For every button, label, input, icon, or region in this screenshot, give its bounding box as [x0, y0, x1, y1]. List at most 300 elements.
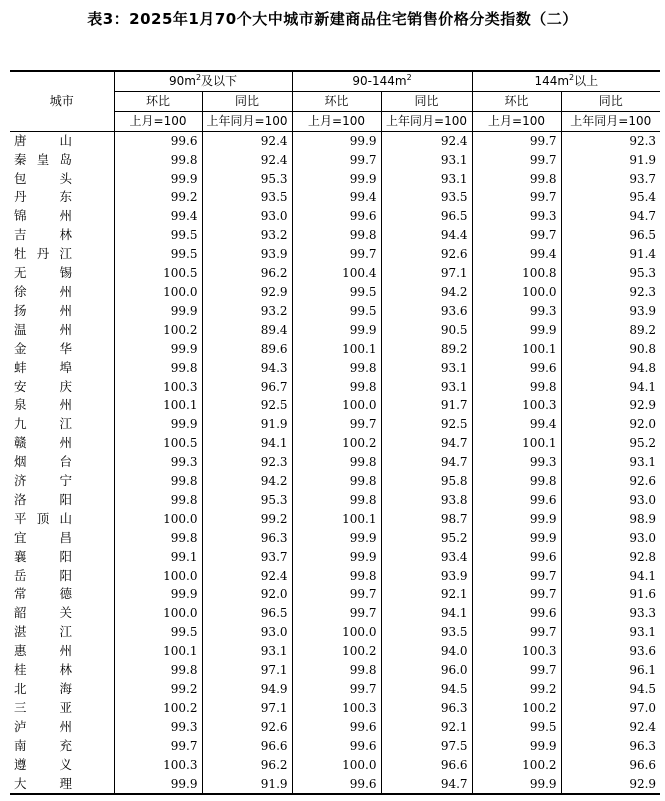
mom-value: 100.4 — [292, 264, 381, 283]
yoy-value: 95.8 — [381, 472, 472, 491]
mom-value: 99.3 — [472, 302, 561, 321]
yoy-header: 同比 — [561, 91, 660, 111]
yoy-base-header: 上年同月=100 — [202, 111, 292, 131]
yoy-value: 95.2 — [561, 434, 660, 453]
mom-value: 99.8 — [292, 661, 381, 680]
table-row — [10, 151, 660, 170]
mom-value: 100.0 — [114, 604, 202, 623]
yoy-value: 92.0 — [561, 415, 660, 434]
yoy-value: 92.4 — [381, 131, 472, 150]
mom-value: 99.4 — [114, 207, 202, 226]
yoy-value: 93.5 — [381, 188, 472, 207]
city-label: 济 宁 — [14, 473, 72, 489]
city-label: 扬 州 — [14, 302, 72, 318]
mom-value: 100.0 — [114, 567, 202, 586]
mom-value: 99.9 — [114, 302, 202, 321]
yoy-value: 89.4 — [202, 321, 292, 340]
mom-value: 99.9 — [472, 510, 561, 529]
city-name — [10, 585, 114, 604]
city-label: 无 锡 — [14, 265, 72, 281]
city-label: 泉 州 — [14, 397, 72, 413]
table-row — [10, 321, 660, 340]
yoy-value: 89.6 — [202, 340, 292, 359]
mom-value: 99.7 — [472, 567, 561, 586]
city-name — [10, 396, 114, 415]
mom-value: 100.1 — [472, 340, 561, 359]
mom-value: 99.9 — [472, 529, 561, 548]
yoy-value: 92.8 — [561, 548, 660, 567]
yoy-value: 97.1 — [202, 661, 292, 680]
yoy-value: 93.9 — [202, 245, 292, 264]
yoy-value: 96.3 — [381, 699, 472, 718]
city-name — [10, 623, 114, 642]
mom-value: 100.5 — [114, 434, 202, 453]
table-row — [10, 170, 660, 189]
city-name — [10, 359, 114, 378]
yoy-value: 93.6 — [561, 642, 660, 661]
mom-value: 100.2 — [114, 321, 202, 340]
yoy-base-header: 上年同月=100 — [561, 111, 660, 131]
city-label: 岳 阳 — [14, 567, 72, 583]
mom-value: 100.1 — [292, 510, 381, 529]
mom-value: 99.3 — [114, 453, 202, 472]
mom-value: 99.4 — [472, 245, 561, 264]
yoy-value: 94.7 — [381, 453, 472, 472]
yoy-value: 96.1 — [561, 661, 660, 680]
table-row — [10, 188, 660, 207]
table-row — [10, 491, 660, 510]
table-row — [10, 680, 660, 699]
mom-value: 99.5 — [114, 245, 202, 264]
yoy-value: 89.2 — [381, 340, 472, 359]
yoy-value: 92.3 — [202, 453, 292, 472]
city-label: 丹 东 — [14, 189, 72, 205]
mom-value: 99.7 — [472, 623, 561, 642]
city-label: 牡 丹 江 — [14, 246, 72, 262]
yoy-value: 91.9 — [202, 775, 292, 795]
mom-value: 99.4 — [472, 415, 561, 434]
table-row — [10, 302, 660, 321]
mom-value: 99.1 — [114, 548, 202, 567]
yoy-header: 同比 — [202, 91, 292, 111]
city-label: 蚌 埠 — [14, 359, 72, 375]
city-name — [10, 491, 114, 510]
mom-base-header: 上月=100 — [114, 111, 202, 131]
yoy-value: 93.1 — [381, 151, 472, 170]
mom-value: 100.2 — [472, 699, 561, 718]
yoy-value: 93.1 — [381, 378, 472, 397]
mom-value: 99.3 — [472, 207, 561, 226]
yoy-value: 93.0 — [561, 529, 660, 548]
table-row — [10, 699, 660, 718]
mom-value: 100.2 — [114, 699, 202, 718]
table-header — [10, 71, 660, 131]
yoy-value: 95.2 — [381, 529, 472, 548]
yoy-value: 96.0 — [381, 661, 472, 680]
yoy-value: 96.2 — [202, 756, 292, 775]
mom-value: 99.7 — [292, 415, 381, 434]
yoy-value: 96.3 — [561, 737, 660, 756]
mom-value: 99.8 — [292, 378, 381, 397]
mom-value: 99.5 — [292, 283, 381, 302]
yoy-value: 95.3 — [561, 264, 660, 283]
city-name — [10, 188, 114, 207]
yoy-value: 92.0 — [202, 585, 292, 604]
yoy-value: 92.5 — [381, 415, 472, 434]
mom-value: 99.2 — [114, 188, 202, 207]
mom-value: 99.7 — [292, 604, 381, 623]
mom-value: 99.2 — [114, 680, 202, 699]
table-row — [10, 737, 660, 756]
yoy-value: 96.2 — [202, 264, 292, 283]
yoy-value: 89.2 — [561, 321, 660, 340]
mom-value: 99.8 — [114, 472, 202, 491]
yoy-value: 92.4 — [202, 131, 292, 150]
yoy-value: 98.7 — [381, 510, 472, 529]
yoy-value: 96.3 — [202, 529, 292, 548]
city-label: 烟 台 — [14, 454, 72, 470]
mom-value: 100.2 — [292, 642, 381, 661]
table-row — [10, 378, 660, 397]
yoy-value: 91.7 — [381, 396, 472, 415]
table-row — [10, 340, 660, 359]
yoy-value: 98.9 — [561, 510, 660, 529]
mom-value: 99.8 — [114, 529, 202, 548]
city-name — [10, 170, 114, 189]
mom-value: 99.6 — [472, 604, 561, 623]
city-label: 北 海 — [14, 681, 72, 696]
mom-value: 100.3 — [472, 642, 561, 661]
yoy-value: 92.4 — [561, 718, 660, 737]
table-row — [10, 567, 660, 586]
city-label: 平 顶 山 — [14, 510, 72, 526]
yoy-value: 93.2 — [202, 226, 292, 245]
yoy-value: 97.5 — [381, 737, 472, 756]
table-row — [10, 264, 660, 283]
table-row — [10, 510, 660, 529]
city-name — [10, 283, 114, 302]
yoy-value: 96.5 — [561, 226, 660, 245]
mom-value: 100.1 — [472, 434, 561, 453]
city-name — [10, 661, 114, 680]
group-header-medium: $90-144m^2$ — [292, 71, 472, 91]
mom-value: 99.5 — [114, 623, 202, 642]
yoy-value: 93.7 — [202, 548, 292, 567]
mom-value: 99.6 — [472, 359, 561, 378]
table-row — [10, 548, 660, 567]
table-row — [10, 359, 660, 378]
yoy-value: 93.5 — [381, 623, 472, 642]
city-name — [10, 604, 114, 623]
mom-value: 99.8 — [114, 151, 202, 170]
yoy-value: 93.9 — [381, 567, 472, 586]
table-row — [10, 472, 660, 491]
city-name — [10, 207, 114, 226]
table-body — [10, 131, 660, 794]
city-label: 吉 林 — [14, 227, 72, 243]
yoy-value: 94.7 — [381, 434, 472, 453]
yoy-value: 93.1 — [202, 642, 292, 661]
yoy-value: 92.6 — [202, 718, 292, 737]
mom-value: 100.1 — [114, 396, 202, 415]
mom-value: 100.3 — [292, 699, 381, 718]
mom-value: 99.6 — [472, 491, 561, 510]
yoy-value: 93.1 — [381, 359, 472, 378]
mom-base-header: 上月=100 — [472, 111, 561, 131]
table-row — [10, 207, 660, 226]
yoy-value: 96.6 — [381, 756, 472, 775]
mom-value: 99.9 — [292, 548, 381, 567]
yoy-value: 91.6 — [561, 585, 660, 604]
table-row — [10, 756, 660, 775]
table-row — [10, 604, 660, 623]
mom-value: 99.8 — [292, 453, 381, 472]
yoy-value: 91.9 — [561, 151, 660, 170]
yoy-value: 92.4 — [202, 151, 292, 170]
city-label: 常 德 — [14, 586, 72, 602]
mom-value: 99.8 — [292, 472, 381, 491]
yoy-value: 94.5 — [381, 680, 472, 699]
yoy-value: 94.2 — [202, 472, 292, 491]
table-title: 表3：2025年1月70个大中城市新建商品住宅销售价格分类指数（二） — [87, 10, 578, 28]
mom-value: 100.3 — [114, 756, 202, 775]
yoy-value: 91.9 — [202, 415, 292, 434]
mom-value: 100.1 — [114, 642, 202, 661]
yoy-value: 94.7 — [381, 775, 472, 795]
city-label: 韶 关 — [14, 605, 72, 621]
city-label: 宜 昌 — [14, 529, 72, 545]
yoy-value: 91.4 — [561, 245, 660, 264]
mom-value: 99.6 — [292, 718, 381, 737]
yoy-base-header: 上年同月=100 — [381, 111, 472, 131]
city-label: 遵 义 — [14, 756, 72, 772]
mom-base-header: 上月=100 — [292, 111, 381, 131]
city-label: 九 江 — [14, 416, 72, 432]
mom-value: 99.9 — [292, 170, 381, 189]
yoy-value: 93.1 — [561, 453, 660, 472]
yoy-value: 92.3 — [561, 283, 660, 302]
table-row — [10, 245, 660, 264]
yoy-value: 92.4 — [202, 567, 292, 586]
city-label: 温 州 — [14, 321, 72, 337]
group-header-large: $144m^2$以上 — [472, 71, 660, 91]
city-name — [10, 453, 114, 472]
table-row — [10, 453, 660, 472]
yoy-value: 94.5 — [561, 680, 660, 699]
yoy-value: 99.2 — [202, 510, 292, 529]
city-label: 襄 阳 — [14, 548, 72, 564]
city-name — [10, 642, 114, 661]
table-row — [10, 131, 660, 150]
yoy-value: 92.5 — [202, 396, 292, 415]
mom-value: 99.9 — [114, 415, 202, 434]
mom-value: 99.6 — [114, 131, 202, 150]
mom-value: 99.5 — [114, 226, 202, 245]
mom-value: 99.7 — [472, 661, 561, 680]
city-name — [10, 718, 114, 737]
city-name — [10, 131, 114, 150]
mom-value: 99.7 — [292, 680, 381, 699]
yoy-value: 92.3 — [561, 131, 660, 150]
city-label: 大 理 — [14, 775, 72, 791]
yoy-value: 97.0 — [561, 699, 660, 718]
yoy-value: 94.1 — [561, 567, 660, 586]
city-name — [10, 567, 114, 586]
city-label: 桂 林 — [14, 662, 72, 678]
city-name — [10, 340, 114, 359]
city-label: 锦 州 — [14, 208, 72, 224]
mom-value: 99.9 — [472, 321, 561, 340]
mom-value: 99.8 — [472, 170, 561, 189]
mom-value: 99.7 — [472, 585, 561, 604]
yoy-value: 97.1 — [381, 264, 472, 283]
yoy-value: 97.1 — [202, 699, 292, 718]
yoy-value: 96.6 — [202, 737, 292, 756]
mom-value: 99.6 — [292, 737, 381, 756]
yoy-value: 92.1 — [381, 718, 472, 737]
yoy-value: 93.0 — [202, 207, 292, 226]
city-name — [10, 472, 114, 491]
mom-value: 99.9 — [472, 737, 561, 756]
mom-value: 99.7 — [114, 737, 202, 756]
city-label: 三 亚 — [14, 699, 72, 715]
table-row — [10, 283, 660, 302]
mom-value: 99.5 — [292, 302, 381, 321]
mom-value: 100.8 — [472, 264, 561, 283]
yoy-header: 同比 — [381, 91, 472, 111]
yoy-value: 95.3 — [202, 491, 292, 510]
yoy-value: 94.1 — [381, 604, 472, 623]
city-name — [10, 510, 114, 529]
yoy-value: 94.0 — [381, 642, 472, 661]
yoy-value: 96.7 — [202, 378, 292, 397]
mom-value: 99.4 — [292, 188, 381, 207]
mom-value: 99.7 — [472, 188, 561, 207]
yoy-value: 93.9 — [561, 302, 660, 321]
city-name — [10, 434, 114, 453]
mom-header: 环比 — [292, 91, 381, 111]
city-label: 南 充 — [14, 737, 72, 753]
group-header-small: $90m^2$及以下 — [114, 71, 292, 91]
city-label: 洛 阳 — [14, 491, 72, 507]
table-row — [10, 642, 660, 661]
table-row — [10, 529, 660, 548]
mom-value: 99.7 — [292, 245, 381, 264]
mom-value: 99.8 — [114, 661, 202, 680]
mom-value: 100.3 — [472, 396, 561, 415]
yoy-value: 94.7 — [561, 207, 660, 226]
yoy-value: 96.5 — [202, 604, 292, 623]
city-label: 赣 州 — [14, 435, 72, 451]
table-row — [10, 661, 660, 680]
yoy-value: 93.3 — [561, 604, 660, 623]
yoy-value: 94.3 — [202, 359, 292, 378]
city-label: 安 庆 — [14, 378, 72, 394]
mom-value: 99.6 — [292, 775, 381, 795]
mom-value: 99.7 — [472, 131, 561, 150]
city-name — [10, 378, 114, 397]
city-label: 金 华 — [14, 340, 72, 356]
yoy-value: 94.1 — [561, 378, 660, 397]
mom-value: 99.6 — [472, 548, 561, 567]
city-name — [10, 699, 114, 718]
mom-value: 99.8 — [114, 359, 202, 378]
mom-value: 99.3 — [472, 453, 561, 472]
mom-value: 99.9 — [292, 131, 381, 150]
mom-value: 100.0 — [292, 396, 381, 415]
mom-header: 环比 — [472, 91, 561, 111]
city-name — [10, 302, 114, 321]
mom-value: 100.0 — [114, 283, 202, 302]
table-row — [10, 718, 660, 737]
yoy-value: 94.9 — [202, 680, 292, 699]
mom-header: 环比 — [114, 91, 202, 111]
mom-value: 99.8 — [292, 491, 381, 510]
yoy-value: 93.6 — [381, 302, 472, 321]
mom-value: 99.8 — [114, 491, 202, 510]
mom-value: 100.5 — [114, 264, 202, 283]
city-name — [10, 548, 114, 567]
city-name — [10, 415, 114, 434]
city-label: 包 头 — [14, 170, 72, 186]
city-name — [10, 151, 114, 170]
yoy-value: 92.9 — [202, 283, 292, 302]
mom-value: 99.8 — [472, 472, 561, 491]
mom-value: 99.7 — [292, 151, 381, 170]
city-label: 唐 山 — [14, 132, 72, 148]
mom-value: 99.9 — [114, 775, 202, 795]
city-name — [10, 737, 114, 756]
mom-value: 99.7 — [292, 585, 381, 604]
yoy-value: 90.5 — [381, 321, 472, 340]
yoy-value: 94.8 — [561, 359, 660, 378]
table-row — [10, 434, 660, 453]
mom-value: 99.2 — [472, 680, 561, 699]
yoy-value: 93.8 — [381, 491, 472, 510]
city-label: 湛 江 — [14, 624, 72, 640]
yoy-value: 94.1 — [202, 434, 292, 453]
mom-value: 100.2 — [292, 434, 381, 453]
city-name — [10, 680, 114, 699]
city-name — [10, 529, 114, 548]
mom-value: 99.8 — [292, 226, 381, 245]
mom-value: 99.8 — [472, 378, 561, 397]
city-label: 泸 州 — [14, 718, 72, 734]
table-row — [10, 415, 660, 434]
yoy-value: 92.9 — [561, 775, 660, 795]
mom-value: 99.6 — [292, 207, 381, 226]
yoy-value: 95.4 — [561, 188, 660, 207]
yoy-value: 92.9 — [561, 396, 660, 415]
price-index-table — [10, 70, 660, 795]
yoy-value: 92.1 — [381, 585, 472, 604]
table-row — [10, 396, 660, 415]
mom-value: 100.0 — [292, 756, 381, 775]
mom-value: 99.9 — [472, 775, 561, 795]
city-column-header: 城市 — [10, 71, 114, 131]
table-row — [10, 623, 660, 642]
yoy-value: 93.7 — [561, 170, 660, 189]
mom-value: 100.1 — [292, 340, 381, 359]
yoy-value: 94.2 — [381, 283, 472, 302]
table-row — [10, 226, 660, 245]
city-name — [10, 264, 114, 283]
city-name — [10, 775, 114, 795]
yoy-value: 92.6 — [561, 472, 660, 491]
mom-value: 100.0 — [472, 283, 561, 302]
yoy-value: 96.6 — [561, 756, 660, 775]
mom-value: 100.0 — [292, 623, 381, 642]
